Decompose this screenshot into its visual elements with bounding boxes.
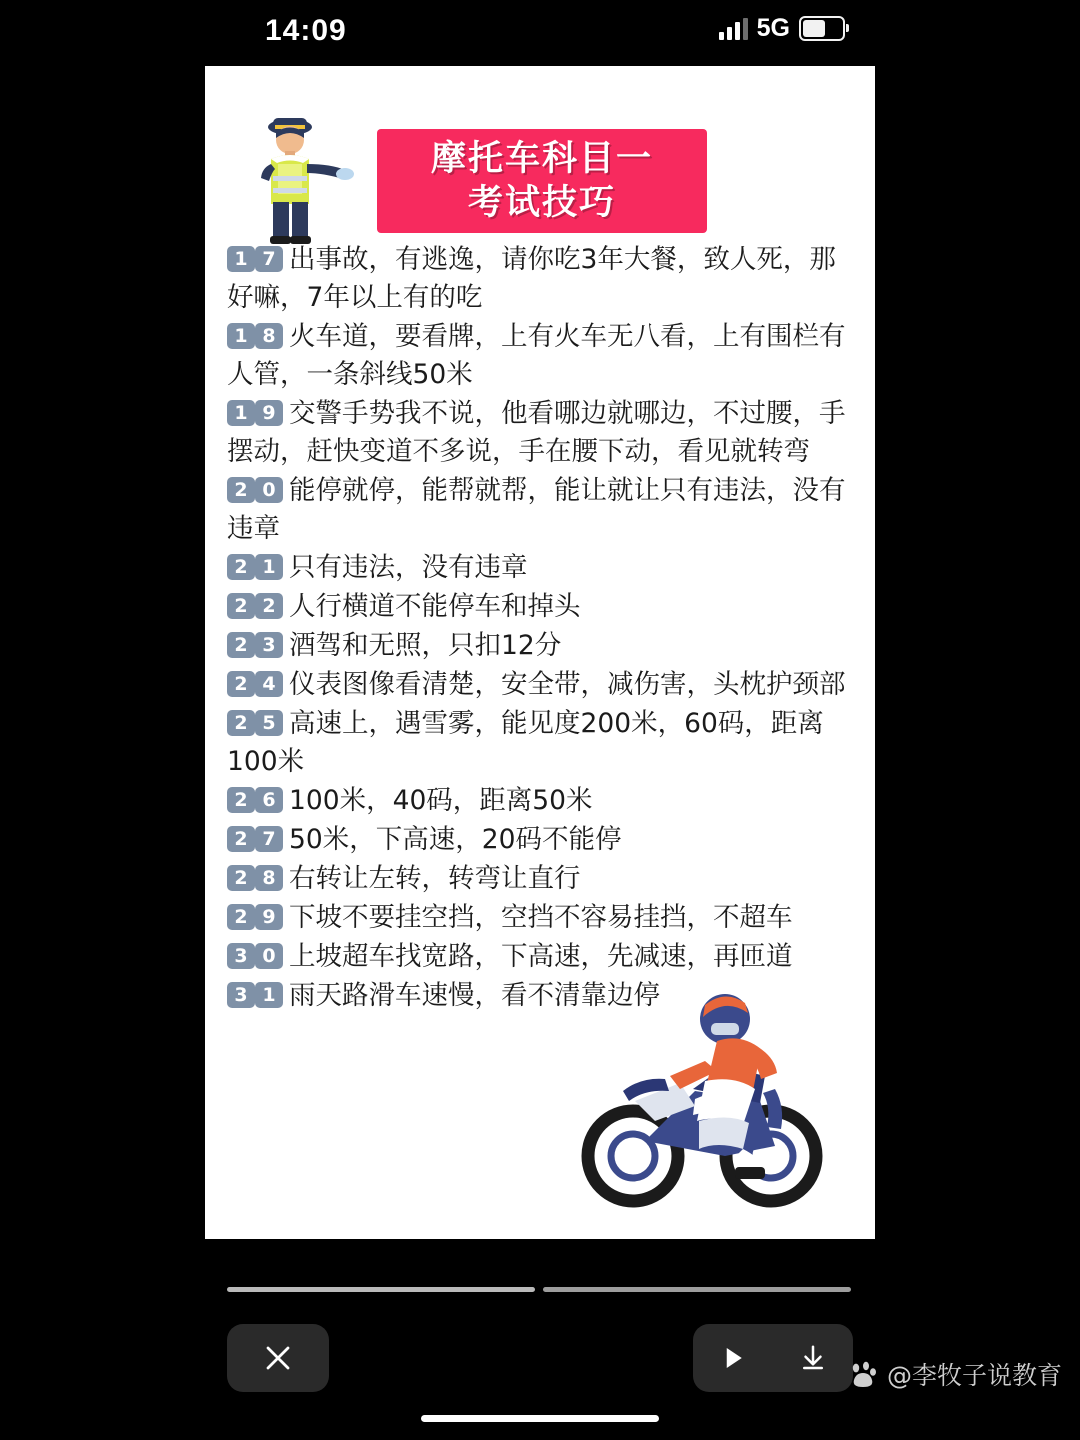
tip-number-keycap: 2 [227, 477, 255, 503]
title-line-2: 考试技巧 [467, 183, 616, 223]
tip-number-keycap: 2 [227, 710, 255, 736]
tip-number-keycap: 0 [255, 477, 283, 503]
tip-item [227, 666, 857, 704]
tip-number-keycap: 4 [255, 671, 283, 697]
close-icon [263, 1343, 293, 1373]
tip-number-keycap: 2 [227, 865, 255, 891]
title-banner [377, 129, 707, 233]
tip-number-keycap: 8 [255, 323, 283, 349]
download-icon [798, 1343, 828, 1373]
tip-text: 仪表图像看清楚，安全带，减伤害，头枕护颈部 [289, 669, 846, 700]
card-header [205, 66, 875, 241]
tip-number-keycap: 1 [227, 246, 255, 272]
watermark-text: @李牧子说教育 [886, 1361, 1062, 1390]
status-bar [205, 0, 875, 66]
tip-number-keycap: 2 [227, 904, 255, 930]
tip-item [227, 821, 857, 859]
tip-text: 交警手势我不说，他看哪边就哪边，不过腰，手摆动，赶快变道不多说，手在腰下动，看见就转弯 [227, 398, 846, 467]
tip-number-keycap: 2 [227, 671, 255, 697]
tip-number-keycap: 2 [227, 787, 255, 813]
progress-track-right[interactable] [543, 1287, 851, 1292]
tip-number-keycap: 9 [255, 400, 283, 426]
tip-number-keycap: 6 [255, 787, 283, 813]
tip-text: 能停就停，能帮就帮，能让就让只有违法，没有违章 [227, 475, 846, 544]
status-time: 14:09 [265, 14, 347, 47]
tip-number-keycap: 1 [255, 554, 283, 580]
player-controls [693, 1324, 853, 1392]
tip-item [227, 627, 857, 665]
tip-item [227, 472, 857, 548]
home-indicator[interactable] [421, 1415, 659, 1422]
tip-text: 下坡不要挂空挡，空挡不容易挂挡，不超车 [289, 902, 793, 933]
tip-item [227, 318, 857, 394]
tip-number-keycap: 3 [227, 943, 255, 969]
close-button[interactable] [227, 1324, 329, 1392]
tip-item [227, 899, 857, 937]
tip-text: 出事故，有逃逸，请你吃3年大餐，致人死，那好嘛，7年以上有的吃 [227, 244, 836, 313]
phone-viewport [205, 0, 875, 1440]
tip-number-keycap: 7 [255, 826, 283, 852]
tip-text: 雨天路滑车速慢，看不清靠边停 [289, 980, 660, 1011]
tip-number-keycap: 2 [227, 826, 255, 852]
tip-number-keycap: 2 [227, 593, 255, 619]
watermark [849, 1356, 1062, 1392]
network-type-label: 5G [756, 14, 790, 42]
tip-text: 火车道，要看牌，上有火车无八看，上有围栏有人管，一条斜线50米 [227, 321, 846, 390]
tip-text: 上坡超车找宽路，下高速，先减速，再匝道 [289, 941, 793, 972]
bottom-toolbar [205, 1239, 875, 1440]
tip-text: 酒驾和无照，只扣12分 [289, 630, 562, 661]
tip-text: 高速上，遇雪雾，能见度200米，60码，距离100米 [227, 708, 824, 777]
tip-text: 100米，40码，距离50米 [289, 785, 593, 816]
download-button[interactable] [773, 1343, 853, 1373]
status-indicators [719, 16, 845, 41]
tip-item [227, 588, 857, 626]
tip-text: 人行横道不能停车和掉头 [289, 591, 581, 622]
tip-number-keycap: 0 [255, 943, 283, 969]
tip-number-keycap: 9 [255, 904, 283, 930]
tip-number-keycap: 7 [255, 246, 283, 272]
tip-number-keycap: 3 [255, 632, 283, 658]
tip-number-keycap: 5 [255, 710, 283, 736]
tip-item [227, 860, 857, 898]
tip-item [227, 395, 857, 471]
tip-item [227, 782, 857, 820]
tip-number-keycap: 8 [255, 865, 283, 891]
tip-number-keycap: 2 [227, 632, 255, 658]
tip-number-keycap: 1 [255, 982, 283, 1008]
tip-text: 右转让左转，转弯让直行 [289, 863, 581, 894]
baidu-paw-icon [849, 1360, 877, 1388]
tip-item [227, 241, 857, 317]
play-icon [718, 1343, 748, 1373]
motorcycle-rider-illustration [575, 971, 835, 1211]
tip-number-keycap: 3 [227, 982, 255, 1008]
tip-item [227, 705, 857, 781]
play-button[interactable] [693, 1343, 773, 1373]
tip-number-keycap: 1 [227, 400, 255, 426]
signal-bars-icon [719, 18, 748, 40]
tip-text: 50米，下高速，20码不能停 [289, 824, 622, 855]
traffic-police-illustration [245, 114, 355, 244]
tip-text: 只有违法，没有违章 [289, 552, 528, 583]
tip-item [227, 549, 857, 587]
battery-icon [799, 16, 845, 41]
tips-list [227, 241, 857, 1016]
progress-track-left[interactable] [227, 1287, 535, 1292]
tip-number-keycap: 2 [227, 554, 255, 580]
title-line-1: 摩托车科目一 [430, 139, 653, 179]
content-card [205, 66, 875, 1239]
tip-number-keycap: 2 [255, 593, 283, 619]
tip-number-keycap: 1 [227, 323, 255, 349]
